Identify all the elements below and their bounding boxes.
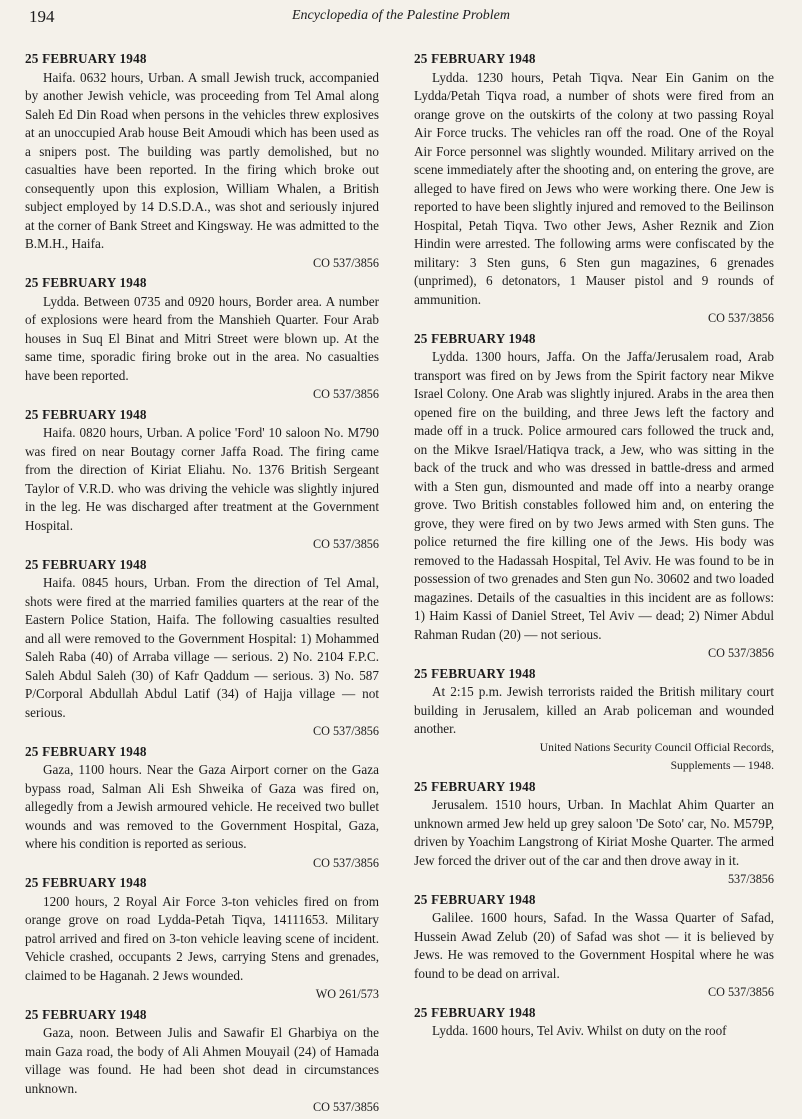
right-column [414,50,774,1043]
left-column [25,50,379,1119]
entry-date: 25 FEBRUARY 1948 [25,556,147,572]
entry [25,274,379,404]
entry-date: 25 FEBRUARY 1948 [414,330,536,346]
entry [25,50,379,272]
entry-source: 537/3856 [727,872,774,886]
entry-body: Lydda. Between 0735 and 0920 hours, Border area. A number of explosions were heard from the Manshieh Quarter. Four Arab houses in Suq El Binat and Mitri Street were blown up. At the same time, sporadic firing broke out in the area. No casualties have been reported. [25,293,379,383]
entry-source: CO 537/3856 [707,985,774,999]
entry-body: Lydda. 1600 hours, Tel Aviv. Whilst on duty on the roof [432,1023,727,1038]
entry [414,1004,774,1041]
entry [25,1006,379,1117]
entry [414,50,774,328]
entry [25,406,379,554]
entry [414,665,774,776]
entry-source: CO 537/3856 [312,255,379,270]
entry-date: 25 FEBRUARY 1948 [414,778,536,794]
entry-source-line: Supplements — 1948. [670,759,774,772]
page-number: 194 [29,7,55,26]
entry-body: At 2:15 p.m. Jewish terrorists raided the British military court building in Jerusalem, killed an Arab policeman and wounded another. [414,684,774,736]
entry-source: CO 537/3856 [707,311,774,325]
entry-body: Haifa. 0632 hours, Urban. A small Jewish truck, accompanied by another Jewish vehicle, was proceeding from Tel Amal along Saleh Ed Din Road when persons in the vehicles threw explosives at an unoccupied Arab house Beit Amoudi which has been used as a snipers post. The building was partly demolished, but no casualties have been reported. In the firing which broke out consequently upon this explosion, William Whalen, a British subject employed by 14 D.S.D.A., was shot and seriously injured at the corner of Bank Street and Kingsway. He was admitted to the B.M.H., Haifa. [25,69,379,251]
entry-body: 1200 hours, 2 Royal Air Force 3-ton vehicles fired on from orange grove on road Lydda-Petah Tiqva, 14111653. Military patrol arrived and fired on 3-ton vehicle leaving scene of incident. Vehicle crashed, occupants 2 Jews, carrying Stens and grenades, claimed to be Haganah. 2 Jews wounded. [25,893,379,983]
entry-date: 25 FEBRUARY 1948 [414,891,536,907]
entry-date: 25 FEBRUARY 1948 [25,875,147,890]
entry-source: CO 537/3856 [312,537,379,551]
entry-source: CO 537/3856 [312,855,379,870]
entry-source: WO 261/573 [315,987,379,1001]
entry-body: Galilee. 1600 hours, Safad. In the Wassa Quarter of Safad, Hussein Awad Zelub (20) of Safad was shot — it is believed by Jews. He was removed to the Government Hospital where he was found to be dead on arrival. [414,910,774,981]
running-header-title: Encyclopedia of the Palestine Problem [292,8,510,23]
entry-body: Gaza, 1100 hours. Near the Gaza Airport corner on the Gaza bypass road, Salman Ali Esh Shweika of Gaza was fired on, allegedly from a Jewish armoured vehicle. He received two bullet wounds and was removed to the Government Hospital, Gaza, where his condition is reported as serious. [25,762,379,851]
entry-date: 25 FEBRUARY 1948 [414,1004,536,1020]
entry-body: Haifa. 0845 hours, Urban. From the direction of Tel Amal, shots were fired at the married families quarters at the rear of the Eastern Police Station, Haifa. The following casualties resulted and all were removed to the Government Hospital: 1) Mohammed Saleh Raba (40) of Arraba village — serious. 2) No. 2104 F.P.C. Saleh Abdul Saleh (30) of Kafr Qaddum — serious. 3) No. 587 P/Corporal Abdullah Abdul Latif (34) of Hajja village — not serious. [25,575,379,720]
entry-body: Gaza, noon. Between Julis and Sawafir El Gharbiya on the main Gaza road, the body of Ali Ahmen Mouyail (24) of Hamada village was found. He had been shot dead in circumstances unknown. [25,1025,379,1096]
entry-body: Lydda. 1300 hours, Jaffa. On the Jaffa/Jerusalem road, Arab transport was fired on by Jews from the Spirit factory near Mikve Israel Colony. One Arab was slightly injured. Arabs in the area then opened fire on the building, and three Jews left the factory and made off in a truck. Police armoured cars followed the truck and, on the Mikve Israel/Hatiqva track, a Jew, who was sitting in the back of the truck and who was dressed in battle-dress and armed with a Sten gun, dismounted and made off into a nearby orange grove. Two British constables followed him and, on entering the grove, they were fired on by two Jews armed with Sten guns. The police returned the fire killing one of the Jews. His body was removed to the Hadassah Hospital, Tel Aviv. He was found to be in possession of two grenades and Sten gun No. 30602 and two loaded magazines. Details of the casualties in this incident are as follows: 1) Haim Kassi of Daniel Street, Tel Aviv — dead; 2) Nimer Abdul Rahman Rudan (20) — not serious. [414,349,774,642]
entry-body: Lydda. 1230 hours, Petah Tiqva. Near Ein Ganim on the Lydda/Petah Tiqva road, a number of shots were fired from an orange grove on the outskirts of the colony at two passing Royal Air Force trucks. The vehicles ran off the road. One of the Royal Air Force personnel was slightly wounded. Military arrived on the scene immediately after the shooting and, on entering the grove, are alleged to have fired on Jews who were working there. One Jew is reported to have been slightly injured and removed to the Beilinson Hospital, Petah Tiqva. Two other Jews, Asher Reznik and Zion Hindin were arrested. The following arms were confiscated by the military: 3 Sten guns, 6 Sten gun magazines, 6 grenades (unprimed), 6 detonators, 1 Mauser pistol and 9 rounds of ammunition. [414,69,774,307]
entry [25,556,379,741]
entry-source: CO 537/3856 [312,1100,379,1114]
entry-date: 25 FEBRUARY 1948 [25,406,147,422]
entry-source: CO 537/3856 [312,724,379,738]
entry-date: 25 FEBRUARY 1948 [25,743,147,759]
entry [414,330,774,663]
entry [414,891,774,1002]
entry-source-line: United Nations Security Council Official Records, [539,740,774,754]
entry-body: Haifa. 0820 hours, Urban. A police 'Ford' 10 saloon No. M790 was fired on near Boutagy corner Jaffa Road. The firing came from the direction of Kiriat Eliahu. No. 1376 British Sergeant Taylor of V.R.D. who was driving the vehicle was slightly injured in the leg. He was discharged after treatment at the Government Hospital. [25,425,379,533]
entry-date: 25 FEBRUARY 1948 [25,51,147,66]
entry-date: 25 FEBRUARY 1948 [25,275,147,290]
entry-source: CO 537/3856 [707,646,774,660]
entry-source: CO 537/3856 [312,387,379,401]
entry-body: Jerusalem. 1510 hours, Urban. In Machlat Ahim Quarter an unknown armed Jew held up grey saloon 'De Soto' car, No. M579P, driven by Yoachim Langstrong of Kiriat Moshe Quarter. The armed Jew forced the driver out of the car and then drove away in it. [414,797,774,868]
entry [414,778,774,889]
entry-date: 25 FEBRUARY 1948 [414,51,536,66]
entry-date: 25 FEBRUARY 1948 [414,665,536,681]
entry [25,874,379,1004]
entry [25,743,379,873]
entry-date: 25 FEBRUARY 1948 [25,1006,147,1022]
